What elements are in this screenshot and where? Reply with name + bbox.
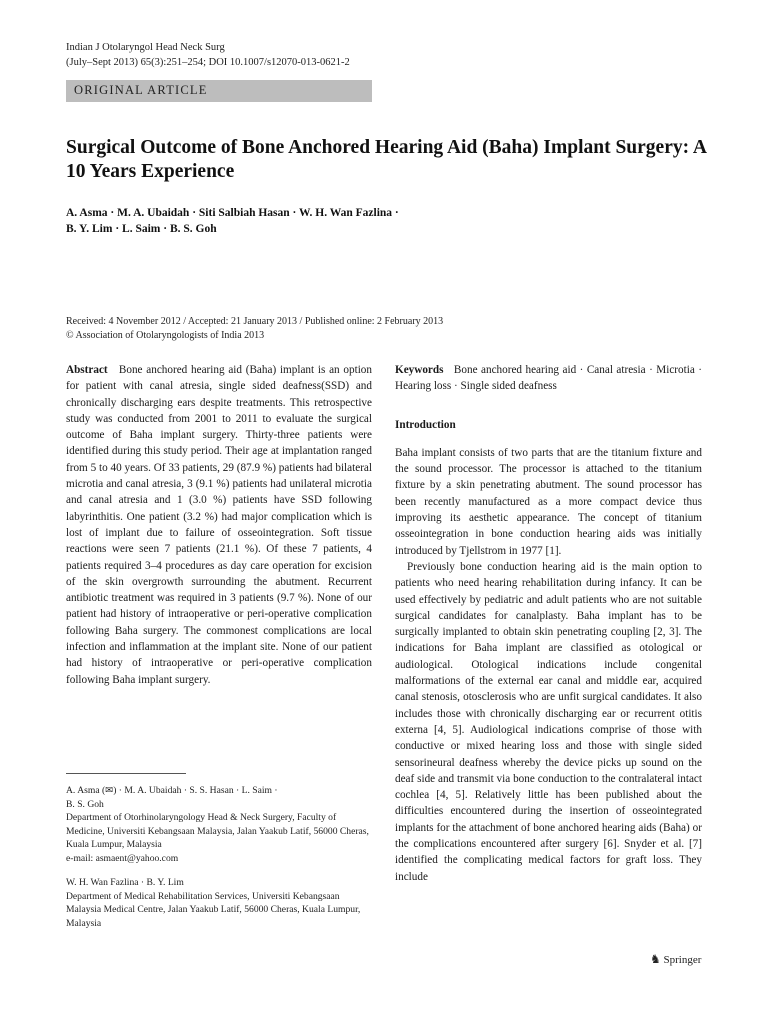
author-line: A. Asma · M. A. Ubaidah · Siti Salbiah Hasan · W. H. Wan Fazlina · (66, 207, 399, 219)
journal-name: Indian J Otolaryngol Head Neck Surg (66, 42, 225, 53)
paragraph: Previously bone conduction hearing aid is the main option to patients who need hearing rehabilitation during infancy. It can be used effectively by pediatric and adult patients who are not suitable surgical candidates for canalplasty. Baha implant has to be surgically implanted to obtain skin penetrating coupling [2, 3]. The indications for Baha implant are classified as otological or audiological. Otological indications include congenital malformations of the external ear canal and middle ear, acquired canal stenosis, otosclerosis who are unfit surgical candidates. It also includes those with chronically discharging ear or recurrent otitis externa [4, 5]. Audiological indications comprise of those with conductive or mixed hearing loss and those with single sided sensorineural deafness whereby the device picks up sound on the deaf side and transmit via bone conduction to the contralateral intact cochlea [4, 5]. Relatively little has been published about the difficulties encountered during the insertion of osseointegrated implants for the attachment of bone anchored hearing aids (Baha) or the complications encountered after surgery [6]. Snyder et al. [7] identified the complicating medical factors for graft loss. They include (395, 560, 702, 883)
copyright-line: © Association of Otolaryngologists of India 2013 (66, 330, 265, 341)
affiliation-block-2 (66, 876, 372, 930)
author-line: B. Y. Lim · L. Saim · B. S. Goh (66, 223, 217, 235)
springer-horse-icon: ♞ (650, 952, 661, 966)
right-column (395, 362, 702, 885)
paragraph: Baha implant consists of two parts that are the titanium fixture and the sound processor. The processor is attached to the titanium fixture by a skin penetrating abutment. The sound processor has been recently manufactured as a more compact device thus improving its aesthetic appearance. The concept of titanium osseointegration in bone conduction hearing aids was initially introduced by Tjellstrom in 1977 [1]. (395, 446, 702, 557)
journal-citation (66, 40, 350, 70)
publication-dates (66, 315, 443, 343)
dates-line: Received: 4 November 2012 / Accepted: 21 January 2013 / Published online: 2 February 2013 (66, 316, 444, 327)
article-type-banner (66, 80, 372, 102)
abstract-label: Abstract (66, 364, 108, 376)
article-type-label: ORIGINAL ARTICLE (74, 83, 208, 97)
affiliation-block-1 (66, 784, 372, 865)
left-column (66, 362, 372, 688)
journal-issue-doi: (July–Sept 2013) 65(3):251–254; DOI 10.1007/s12070-013-0621-2 (66, 57, 350, 68)
footnote-divider (66, 773, 186, 774)
affiliation-address: Department of Medical Rehabilitation Services, Universiti Kebangsaan Malaysia Medical Centre, Jalan Yaakub Latif, 56000 Cheras, Kuala Lumpur, Malaysia (66, 890, 361, 929)
affiliation-email: e-mail: asmaent@yahoo.com (66, 852, 179, 864)
abstract-text: Bone anchored hearing aid (Baha) implant is an option for patient with canal atresia, single sided deafness(SSD) and chronically discharging ears despite treatments. This retrospective study was conducted from 2001 to 2011 to evaluate the surgical outcome of Baha implant surgery. Thirty-three patients were identified during this study period. Their age at implantation ranged from 5 to 40 years. Of 33 patients, 29 (87.9 %) patients had bilateral microtia and canal atresia, 3 (9.1 %) patients had unilateral microtia and canal atresia and 1 (3.0 %) patients have SSD following labyrinthitis. One patient (3.2 %) had major complication which is lost of implant due to failure of osseointegration. Soft tissue reactions were seen 7 patients (21.1 %). Of these 7 patients, 4 patients required 3–4 procedures as day care operation for excision of the skin overgrowth surrounding the abutment. Recurrent antibiotic treatment was required in 3 patients (9.7 %). None of our patient had history of intraoperative or peri-operative complication following Baha surgery. The commonest complications are local infection and inflammation at the implant site. None of our patient had history of intraoperative or peri-operative complication following Baha implant surgery. (66, 364, 372, 686)
publisher-name: Springer (663, 954, 702, 966)
keywords-label: Keywords (395, 364, 444, 376)
affiliation-authors: B. S. Goh (66, 798, 104, 810)
article-title: Surgical Outcome of Bone Anchored Hearing Aid (Baha) Implant Surgery: A 10 Years Experience (66, 137, 706, 182)
keywords-text: Bone anchored hearing aid · Canal atresia · Microtia · Hearing loss · Single sided deafness (395, 364, 703, 393)
section-heading-introduction: Introduction (395, 418, 456, 431)
author-list (66, 205, 706, 237)
affiliation-authors: W. H. Wan Fazlina · B. Y. Lim (66, 877, 184, 888)
affiliation-address: Department of Otorhinolaryngology Head & Neck Surgery, Faculty of Medicine, Universiti Kebangsaan Malaysia, Jalan Yaakub Latif, 56000 Cheras, Kuala Lumpur, Malaysia (66, 812, 369, 850)
abstract (66, 362, 372, 688)
keywords (395, 362, 702, 395)
publisher-logo (650, 952, 701, 967)
affiliation-authors: A. Asma (✉) · M. A. Ubaidah · S. S. Hasan · L. Saim · (66, 785, 278, 796)
